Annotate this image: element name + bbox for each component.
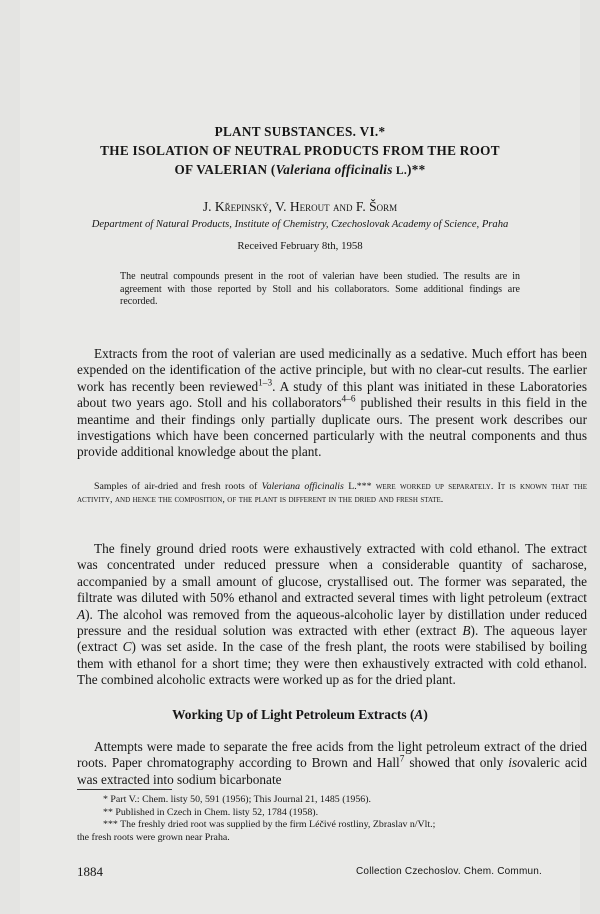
reference: 4–6: [341, 394, 356, 405]
species-name: Valeriana officinalis: [275, 162, 393, 177]
page-number: 1884: [77, 864, 103, 879]
journal-page: [20, 0, 588, 914]
abstract: The neutral compounds present in the root of valerian have been studied. The results are in agreement with those reported by Stoll and his collaborators. Some additional findings are recorded.: [120, 271, 520, 307]
reference: 1–3: [258, 378, 273, 389]
paragraph-intro: Extracts from the root of valerian are used medicinally as a sedative. Much effort has been expended on the identification of the active principle, but with no clear-cut results. The earlier work has recently been reviewed$^{1-3}$. A study of this plant was initiated in these Laboratories about two years ago. Stoll and his collaborators$^{4-6}$ published their results in this field in the meantime and their findings only partially duplicate ours. The present work describes our investigations which have been concerned particularly with the neutral components and thus provide additional knowledge about the plant.: [77, 346, 587, 460]
article-title: [60, 122, 540, 181]
paragraph-extraction: The finely ground dried roots were exhaustively extracted with cold ethanol. The extract was concentrated under reduced pressure when a considerable quantity of sacharose, accompanied by a small amount of glucose, crystallised out. The former was separated, the filtrate was diluted with 50% ethanol and extracted several times with light petroleum (extract A). The alcohol was removed from the aqueous-alcoholic layer by distillation under reduced pressure and the residual solution was extracted with ether (extract B). The aqueous layer (extract C) was set aside. In the case of the fresh plant, the roots were stabilised by boiling them with ethanol for a short time; they were then exhaustively extracted with cold ethanol. The combined alcoholic extracts were worked up as for the dried plant.: [77, 541, 587, 688]
footnote-1: * Part V.: Chem. listy 50, 591 (1956); This Journal 21, 1485 (1956).: [103, 794, 371, 805]
footnote-2: ** Published in Czech in Chem. listy 52, 1784 (1958).: [103, 806, 319, 818]
title-line-3: OF VALERIAN (Valeriana officinalis L.)**: [174, 162, 426, 177]
authors: J. Křepinský, V. Herout and F. Šorm: [202, 199, 398, 214]
footnote-divider: [77, 789, 172, 790]
title-line-1: PLANT SUBSTANCES. VI.*: [214, 124, 386, 139]
section-heading: Working Up of Light Petroleum Extracts (A): [172, 707, 428, 722]
paragraph-samples: Samples of air-dried and fresh roots of Valeriana officinalis L.*** were worked up separately. It is known that the activity, and hence the composition, of the plant is different in the dried and fresh state.: [77, 481, 587, 505]
footnotes: [77, 794, 587, 844]
department: Department of Natural Products, Institute of Chemistry, Czechoslovak Academy of Science, Praha: [91, 219, 509, 230]
paragraph-acids: Attempts were made to separate the free acids from the light petroleum extract of the dried roots. Paper chromatography according to Brown and Hall$^7$ showed that only isovaleric acid was extracted into sodium bicarbonate: [77, 739, 588, 787]
reference: 7: [399, 754, 405, 765]
journal-name: Collection Czechoslov. Chem. Commun.: [356, 866, 542, 877]
title-line-2: THE ISOLATION OF NEUTRAL PRODUCTS FROM THE ROOT: [100, 143, 500, 158]
footnote-3: *** The freshly dried root was supplied by the firm Léčivé rostliny, Zbraslav n/Vlt.;: [103, 819, 436, 830]
received-date: Received February 8th, 1958: [237, 240, 363, 252]
footnote-3-continued: the fresh roots were grown near Praha.: [77, 831, 230, 843]
